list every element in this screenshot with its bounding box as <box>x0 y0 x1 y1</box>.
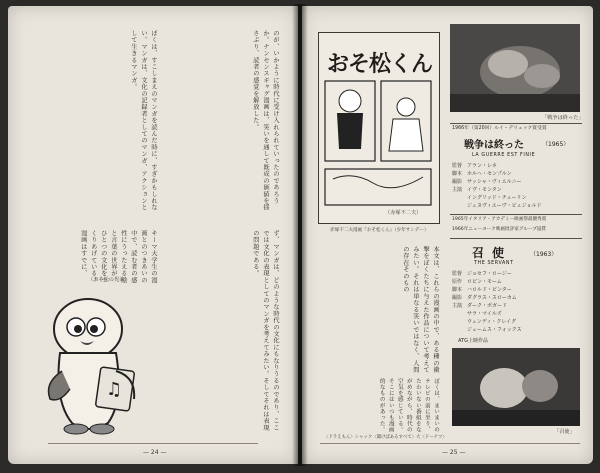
film2-credit-row: ウェンディ・クレイグ <box>452 319 517 325</box>
film1-credit-row: 撮影 サッシャ・ヴィエルニー <box>452 179 522 185</box>
film1-still-caption: 「戦争は終った」 <box>542 115 584 121</box>
cartoon-character-illustration <box>36 291 151 441</box>
right-text-column-1: 本文は、これらの漫画の中で、ある種の衝撃をぼくたちに与えた作品について考えてみたい。それは単なる笑いではなく、人間の存在そのもの <box>401 246 439 374</box>
film2-credit-row: サラ・マイルズ <box>452 311 502 317</box>
film1-award-1: 1965年イタリア・アカデミー映画祭最優秀賞 <box>452 217 547 222</box>
right-footer-rule <box>320 443 580 444</box>
left-text-column-2: ぼくは、すこしまえのマンガを読んだ時に、すぎかもしれない。マンガは、文化の記録者としてのマンガ、アクションとして生きるマンガ。 <box>129 30 157 211</box>
film2-still-caption: 「召使」 <box>554 429 575 435</box>
film1-credit-row: 脚本 ホルヘ・センプルン <box>452 171 512 177</box>
film1-year: （1965） <box>542 141 570 148</box>
film1-credit-row: イングリッド・チューリン <box>452 195 527 201</box>
film2-credit-row: 主演 ダーク・ボガード <box>452 303 508 309</box>
manga-title: おそ松くん <box>327 52 433 77</box>
manga-panel <box>318 32 440 224</box>
left-page-number: — 24 — <box>143 449 167 456</box>
film2-credit-row: 監督 ジョセフ・ロージー <box>452 271 512 277</box>
right-page-number: — 25 — <box>442 449 466 456</box>
film1-title: 戦争は終った <box>464 140 524 151</box>
film2-credits <box>452 272 522 336</box>
manga-credit: （赤塚不二夫） <box>385 210 422 216</box>
left-text-column-3: ず、マンガは、どのような時代の文化にもなりうるのであり、ここでは文化の表現としてのマンガを考えてみたい。そしてそれは表現の問題である。 <box>251 230 279 431</box>
left-footer-rule <box>48 443 258 444</box>
bottom-caption: 〈ドラえもん〉シャック〈聞けばあるすべて〉大〈ドーナツ〉 <box>324 435 447 440</box>
film2-distributor: ATG上映作品 <box>458 338 488 344</box>
film2-credit-row: 原作 ロビン・モーム <box>452 279 502 285</box>
film2-still-photo <box>452 348 580 426</box>
film1-award-rule <box>450 214 582 215</box>
film2-top-rule <box>450 238 582 239</box>
film2-title-en: THE SERVANT <box>474 261 514 266</box>
illustration-caption: （おそ松の兄弟） <box>88 277 130 283</box>
film1-award-2: 1966年ニューヨーク映画批評家グループ協賛 <box>452 227 547 232</box>
book-gutter <box>292 4 308 466</box>
left-text-column-4: キーマ大学生の漫画とのつきあいの中で、読む者の感性にうったえる絵と言葉の世界が、ひとつの文化をつくりあげている。漫画はすでに、 <box>79 230 157 284</box>
film1-award-header: 1966年（第20回）ルイ・デリュック賞受賞 <box>452 126 547 131</box>
right-text-column-2: ぼくは、まいまいのテレビの前に坐り、たわいない番組をながめながら、時代の空気を感じている。そこにはいつも漫画的なものがあった。 <box>378 378 439 433</box>
left-text-column-1: のが、いかように時代に受け入れられていったのであろうか。ナンセンスギャグ漫画は、笑いを通して既成の価値を揺さぶり、読者の感覚を解放した。 <box>251 30 279 211</box>
film1-top-rule <box>450 123 582 124</box>
manga-caption: 赤塚不二夫漫画『おそ松くん』（少年サンデー） <box>330 228 429 233</box>
film2-title: 召使 <box>472 246 513 260</box>
film1-credit-row: 主演 イヴ・モンタン <box>452 187 502 193</box>
svg-text:♫: ♫ <box>106 379 123 400</box>
film1-title-en: LA GUERRE EST FINIE <box>472 153 536 158</box>
film2-credit-row: ジェームス・フォックス <box>452 327 522 333</box>
film2-year: （1963） <box>530 251 558 258</box>
left-page <box>8 6 298 464</box>
film1-credit-row: ジュヌヴィエーヴ・ビュジョルド <box>452 203 542 209</box>
film2-credit-row: 脚本 ハロルド・ピンター <box>452 287 512 293</box>
film1-credits <box>452 164 542 212</box>
right-page <box>302 6 593 464</box>
manga-artwork <box>323 79 433 209</box>
film2-credit-row: 撮影 ダグラス・スローカム <box>452 295 517 301</box>
film1-credit-row: 監督 アラン・レネ <box>452 163 497 169</box>
film1-still-photo <box>450 24 580 112</box>
